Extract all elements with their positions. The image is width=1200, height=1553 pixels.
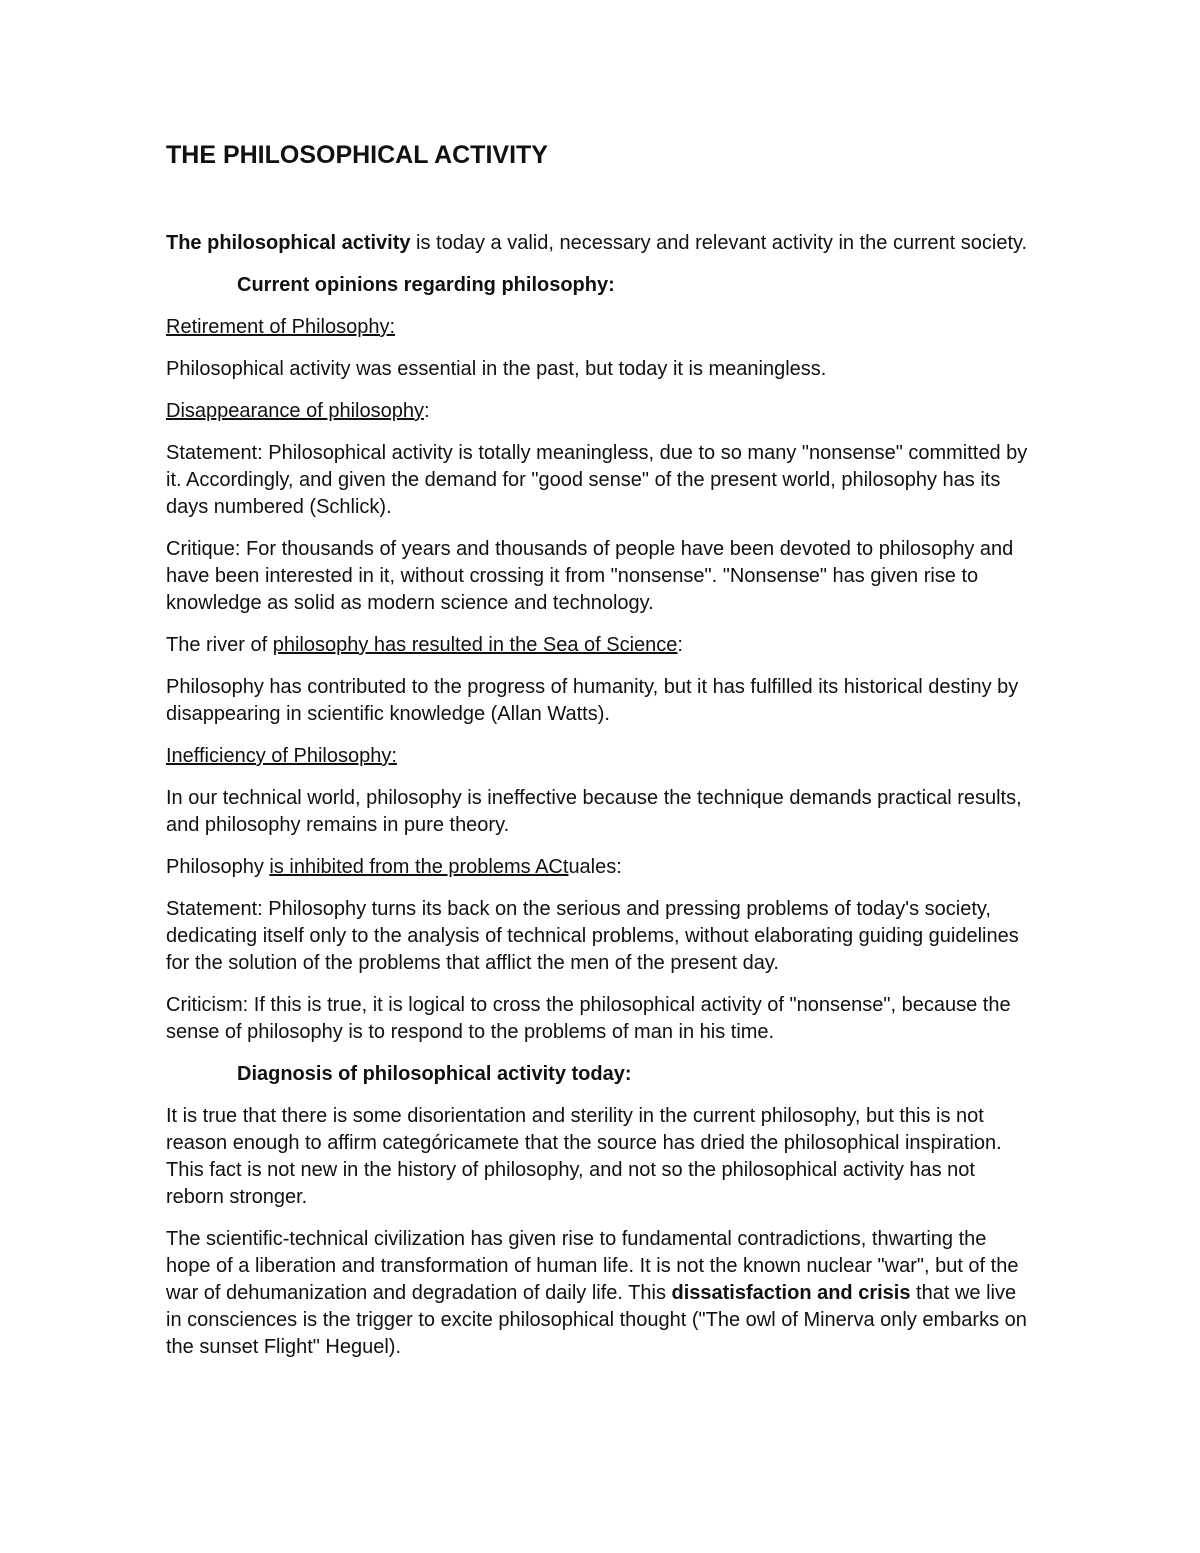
diagnosis-paragraph-2 [166, 1226, 1036, 1361]
diagnosis-p2-after: that we live in consciences is the trigger to excite philosophical thought ("The owl of Minerva only embarks on the sunset Flight" Heguel). [166, 1282, 1027, 1358]
inhibited-heading-paragraph [166, 854, 1036, 881]
intro-text: is today a valid, necessary and relevant activity in the current society. [410, 232, 1028, 254]
section-heading-current-opinions: Current opinions regarding philosophy: [237, 274, 615, 296]
document-body [166, 230, 1036, 1376]
inefficiency-heading-paragraph [166, 743, 1036, 770]
disappearance-critique: Critique: For thousands of years and thousands of people have been devoted to philosophy and have been interested in it, without crossing it from "nonsense". "Nonsense" has given rise to knowledge as solid as modern science and technology. [166, 538, 1014, 614]
inhibited-suffix: uales: [568, 856, 622, 878]
retirement-heading: Retirement of Philosophy: [166, 316, 396, 338]
disappearance-heading-paragraph [166, 398, 1036, 425]
inhibited-criticism: Criticism: If this is true, it is logical to cross the philosophical activity of "nonsense", because the sense of philosophy is to respond to the problems of man in his time. [166, 994, 1011, 1043]
retirement-text: Philosophical activity was essential in the past, but today it is meaningless. [166, 358, 827, 380]
inefficiency-heading: Inefficiency of Philosophy: [166, 745, 397, 767]
intro-paragraph [166, 230, 1036, 257]
river-heading-paragraph [166, 632, 1036, 659]
inhibited-prefix: Philosophy [166, 856, 270, 878]
document-title: THE PHILOSOPHICAL ACTIVITY [166, 141, 548, 169]
disappearance-heading: Disappearance of philosophy [166, 400, 424, 422]
inhibited-underlined: is inhibited from the problems ACt [269, 856, 569, 878]
disappearance-statement: Statement: Philosophical activity is totally meaningless, due to so many "nonsense" committed by it. Accordingly, and given the demand for "good sense" of the present world, philosophy has its days numbered (Schlick). [166, 442, 1028, 518]
diagnosis-p2-before: The scientific-technical civilization has given rise to fundamental contradictions, thwarting the hope of a liberation and transformation of human life. It is not the known nuclear "war", but of the war of dehumanization and degradation of daily life. This [166, 1228, 1019, 1304]
river-prefix: The river of [166, 634, 273, 656]
intro-bold-text: The philosophical activity [166, 232, 411, 254]
river-suffix: : [677, 634, 683, 656]
diagnosis-p2-bold: dissatisfaction and crisis [671, 1282, 911, 1304]
river-text: Philosophy has contributed to the progress of humanity, but it has fulfilled its historical destiny by disappearing in scientific knowledge (Allan Watts). [166, 676, 1019, 725]
inhibited-statement: Statement: Philosophy turns its back on the serious and pressing problems of today's society, dedicating itself only to the analysis of technical problems, without elaborating guiding guidelines for the solution of the problems that afflict the men of the present day. [166, 898, 1019, 974]
retirement-heading-paragraph [166, 314, 1036, 341]
disappearance-heading-suffix: : [423, 400, 430, 422]
diagnosis-paragraph-1: It is true that there is some disorientation and sterility in the current philosophy, but this is not reason enough to affirm categóricamete that the source has dried the philosophical inspiration. This fact is not new in the history of philosophy, and not so the philosophical activity has not reborn stronger. [166, 1105, 1002, 1208]
inefficiency-text: In our technical world, philosophy is ineffective because the technique demands practical results, and philosophy remains in pure theory. [166, 787, 1022, 836]
river-underlined: philosophy has resulted in the Sea of Science [272, 634, 678, 656]
section-heading-diagnosis: Diagnosis of philosophical activity today: [237, 1063, 632, 1085]
